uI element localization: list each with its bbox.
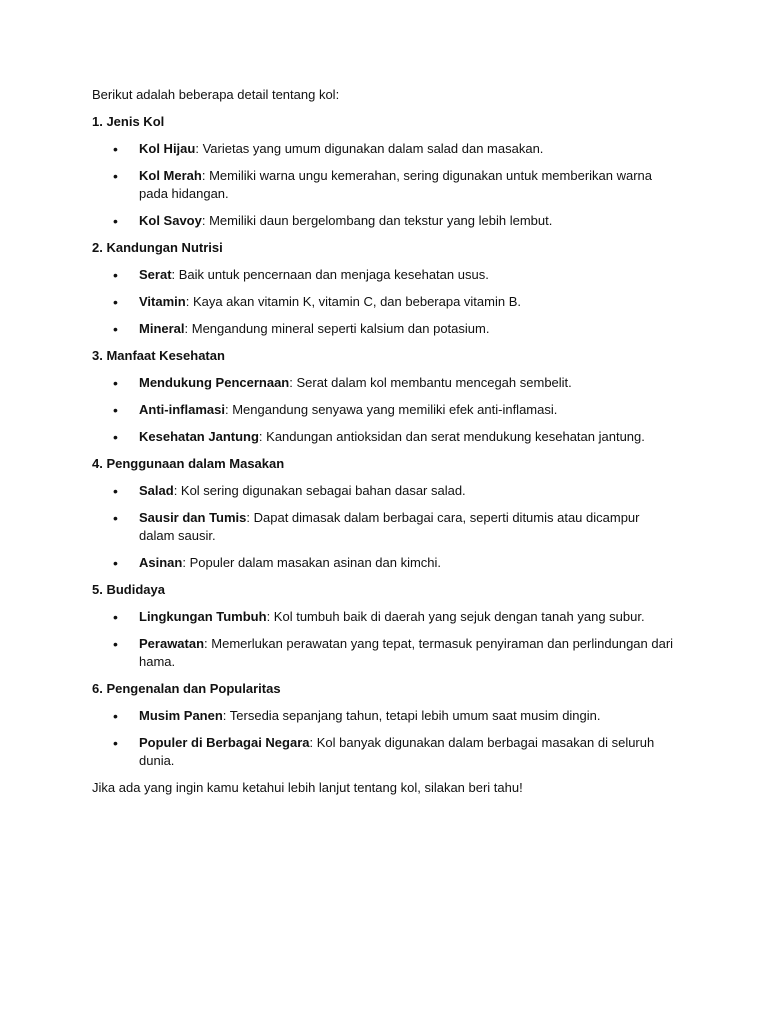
bullet-icon: •: [113, 636, 118, 652]
list-item: [92, 554, 677, 572]
bullet-icon: •: [113, 375, 118, 391]
item-term: Mineral: [139, 321, 185, 336]
item-term: Serat: [139, 267, 172, 282]
list-item: [92, 428, 677, 446]
bullet-icon: •: [113, 555, 118, 571]
closing-paragraph: Jika ada yang ingin kamu ketahui lebih lanjut tentang kol, silakan beri tahu!: [92, 780, 523, 795]
intro-paragraph: Berikut adalah beberapa detail tentang kol:: [92, 87, 340, 102]
item-term: Anti-inflamasi: [139, 402, 225, 417]
item-term: Sausir dan Tumis: [139, 510, 247, 525]
bullet-list: [92, 374, 682, 446]
item-description: : Memiliki warna ungu kemerahan, sering digunakan untuk memberikan warna pada hidangan.: [139, 168, 653, 201]
item-description: : Kol tumbuh baik di daerah yang sejuk dengan tanah yang subur.: [266, 609, 645, 624]
item-description: : Dapat dimasak dalam berbagai cara, seperti ditumis atau dicampur dalam sausir.: [139, 510, 640, 543]
bullet-list: [92, 482, 682, 572]
item-description: : Memerlukan perawatan yang tepat, termasuk penyiraman dan perlindungan dari hama.: [139, 636, 674, 669]
bullet-icon: •: [113, 213, 118, 229]
bullet-icon: •: [113, 294, 118, 310]
bullet-icon: •: [113, 267, 118, 283]
bullet-list: [92, 608, 682, 671]
bullet-icon: •: [113, 735, 118, 751]
item-term: Mendukung Pencernaan: [139, 375, 290, 390]
item-description: : Populer dalam masakan asinan dan kimchi.: [182, 555, 442, 570]
item-description: : Baik untuk pencernaan dan menjaga kesehatan usus.: [171, 267, 489, 282]
section-heading: 1. Jenis Kol: [92, 114, 165, 129]
list-item: [92, 707, 677, 725]
section-heading: 4. Penggunaan dalam Masakan: [92, 456, 285, 471]
section-heading: 5. Budidaya: [92, 582, 165, 597]
item-description: : Mengandung mineral seperti kalsium dan potasium.: [184, 321, 490, 336]
bullet-icon: •: [113, 708, 118, 724]
list-item: [92, 374, 677, 392]
item-description: : Memiliki daun bergelombang dan tekstur yang lebih lembut.: [201, 213, 553, 228]
list-item: [92, 266, 677, 284]
list-item: [92, 509, 677, 545]
item-term: Kol Savoy: [139, 213, 202, 228]
bullet-icon: •: [113, 609, 118, 625]
item-description: : Tersedia sepanjang tahun, tetapi lebih umum saat musim dingin.: [222, 708, 601, 723]
item-description: : Kol banyak digunakan dalam berbagai masakan di seluruh dunia.: [139, 735, 655, 768]
item-term: Kol Merah: [139, 168, 202, 183]
item-description: : Kaya akan vitamin K, vitamin C, dan beberapa vitamin B.: [185, 294, 521, 309]
item-description: : Serat dalam kol membantu mencegah sembelit.: [289, 375, 572, 390]
bullet-icon: •: [113, 321, 118, 337]
item-term: Perawatan: [139, 636, 205, 651]
item-description: : Kandungan antioksidan dan serat mendukung kesehatan jantung.: [258, 429, 645, 444]
list-item: [92, 293, 677, 311]
bullet-icon: •: [113, 402, 118, 418]
section-heading: 2. Kandungan Nutrisi: [92, 240, 223, 255]
item-description: : Varietas yang umum digunakan dalam salad dan masakan.: [195, 141, 544, 156]
list-item: [92, 167, 677, 203]
bullet-icon: •: [113, 510, 118, 526]
bullet-list: [92, 140, 682, 230]
item-term: Lingkungan Tumbuh: [139, 609, 267, 624]
section-heading: 6. Pengenalan dan Popularitas: [92, 681, 281, 696]
item-term: Kesehatan Jantung: [139, 429, 259, 444]
bullet-list: [92, 707, 682, 770]
list-item: [92, 401, 677, 419]
bullet-icon: •: [113, 429, 118, 445]
list-item: [92, 734, 677, 770]
item-term: Populer di Berbagai Negara: [139, 735, 310, 750]
bullet-list: [92, 266, 682, 338]
section-heading: 3. Manfaat Kesehatan: [92, 348, 225, 363]
list-item: [92, 635, 677, 671]
list-item: [92, 320, 677, 338]
bullet-icon: •: [113, 141, 118, 157]
item-term: Musim Panen: [139, 708, 223, 723]
bullet-icon: •: [113, 168, 118, 184]
list-item: [92, 140, 677, 158]
item-description: : Mengandung senyawa yang memiliki efek anti-inflamasi.: [224, 402, 558, 417]
document-page: [92, 86, 682, 797]
list-item: [92, 608, 677, 626]
list-item: [92, 212, 677, 230]
list-item: [92, 482, 677, 500]
item-term: Salad: [139, 483, 174, 498]
item-term: Kol Hijau: [139, 141, 196, 156]
item-term: Vitamin: [139, 294, 186, 309]
item-term: Asinan: [139, 555, 183, 570]
bullet-icon: •: [113, 483, 118, 499]
item-description: : Kol sering digunakan sebagai bahan dasar salad.: [173, 483, 466, 498]
